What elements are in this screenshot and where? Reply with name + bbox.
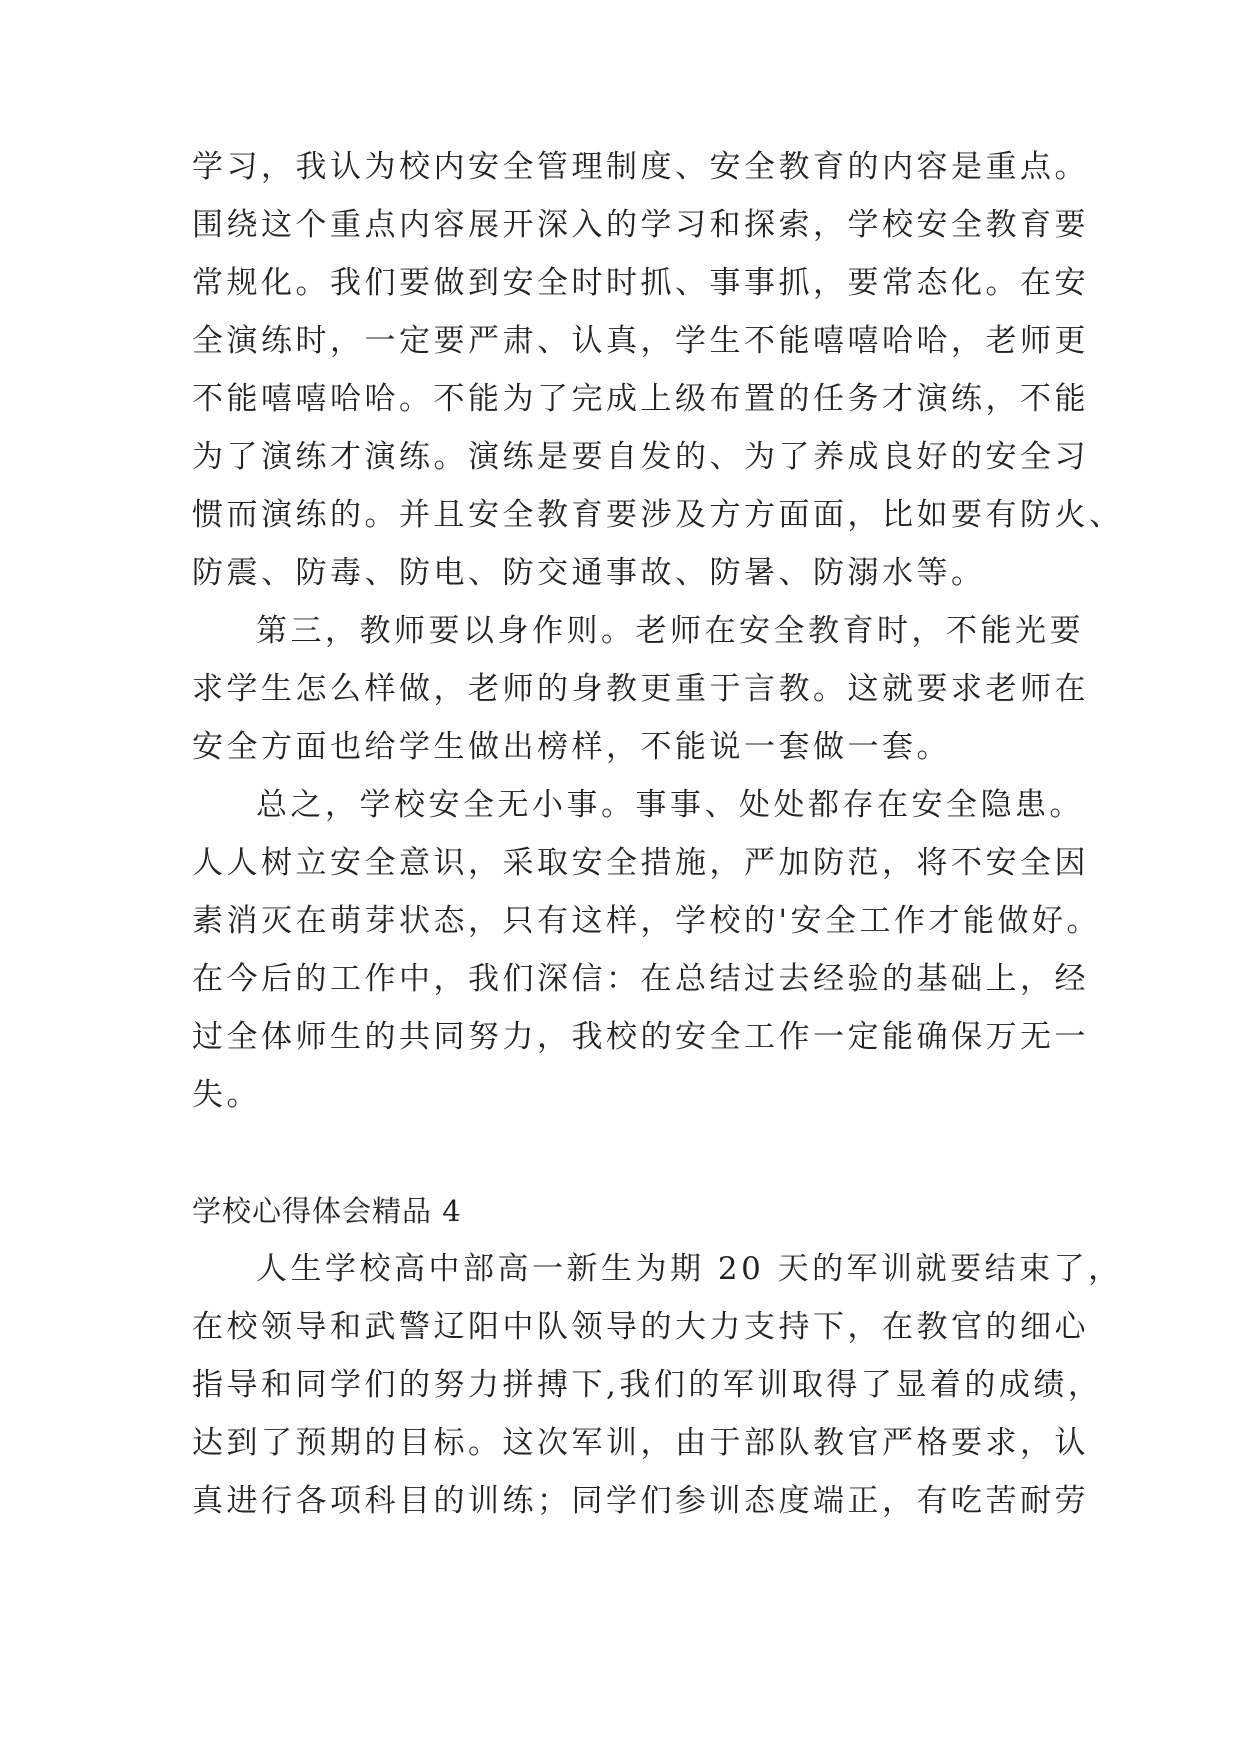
text-line: 在校领导和武警辽阳中队领导的大力支持下，在教官的细心	[192, 1309, 1089, 1345]
paragraph-military-training	[192, 1240, 1123, 1530]
paragraph-safety-education	[192, 138, 1124, 602]
text-line: 围绕这个重点内容展开深入的学习和探索，学校安全教育要	[192, 207, 1089, 243]
text-line: 达到了预期的目标。这次军训，由于部队教官严格要求，认	[192, 1425, 1089, 1461]
text-line: 第三，教师要以身作则。老师在安全教育时，不能光要	[256, 613, 1084, 649]
document-page	[192, 138, 1124, 1530]
text-line: 求学生怎么样做，老师的身教更重于言教。这就要求老师在	[192, 671, 1089, 707]
text-line: 人人树立安全意识，采取安全措施，严加防范，将不安全因	[192, 845, 1089, 881]
section-heading: 学校心得体会精品 4	[192, 1194, 462, 1228]
text-line: 安全方面也给学生做出榜样，不能说一套做一套。	[192, 729, 951, 765]
text-line: 失。	[192, 1077, 261, 1113]
text-line: 素消灭在萌芽状态，只有这样，学校的'安全工作才能做好。	[192, 903, 1102, 939]
paragraph-conclusion	[192, 776, 1102, 1124]
paragraph-teacher-example	[192, 602, 1089, 776]
text-line: 在今后的工作中，我们深信：在总结过去经验的基础上，经	[192, 961, 1089, 997]
text-line: 真进行各项科目的训练；同学们参训态度端正，有吃苦耐劳	[192, 1483, 1089, 1519]
text-line: 过全体师生的共同努力，我校的安全工作一定能确保万无一	[192, 1019, 1089, 1055]
section-spacer	[192, 1124, 1072, 1182]
text-line: 常规化。我们要做到安全时时抓、事事抓，要常态化。在安	[192, 265, 1089, 301]
text-line: 指导和同学们的努力拼搏下,我们的军训取得了显着的成绩，	[192, 1367, 1103, 1403]
text-line: 防震、防毒、防电、防交通事故、防暑、防溺水等。	[192, 555, 986, 591]
text-line: 为了演练才演练。演练是要自发的、为了养成良好的安全习	[192, 439, 1089, 475]
text-line: 不能嘻嘻哈哈。不能为了完成上级布置的任务才演练，不能	[192, 381, 1089, 417]
text-line: 总之，学校安全无小事。事事、处处都存在安全隐患。	[256, 787, 1084, 823]
text-line: 全演练时，一定要严肃、认真，学生不能嘻嘻哈哈，老师更	[192, 323, 1089, 359]
text-line: 人生学校高中部高一新生为期 20 天的军训就要结束了，	[256, 1251, 1123, 1287]
text-line: 学习，我认为校内安全管理制度、安全教育的内容是重点。	[192, 149, 1089, 185]
text-line: 惯而演练的。并且安全教育要涉及方方面面，比如要有防火、	[192, 497, 1124, 533]
